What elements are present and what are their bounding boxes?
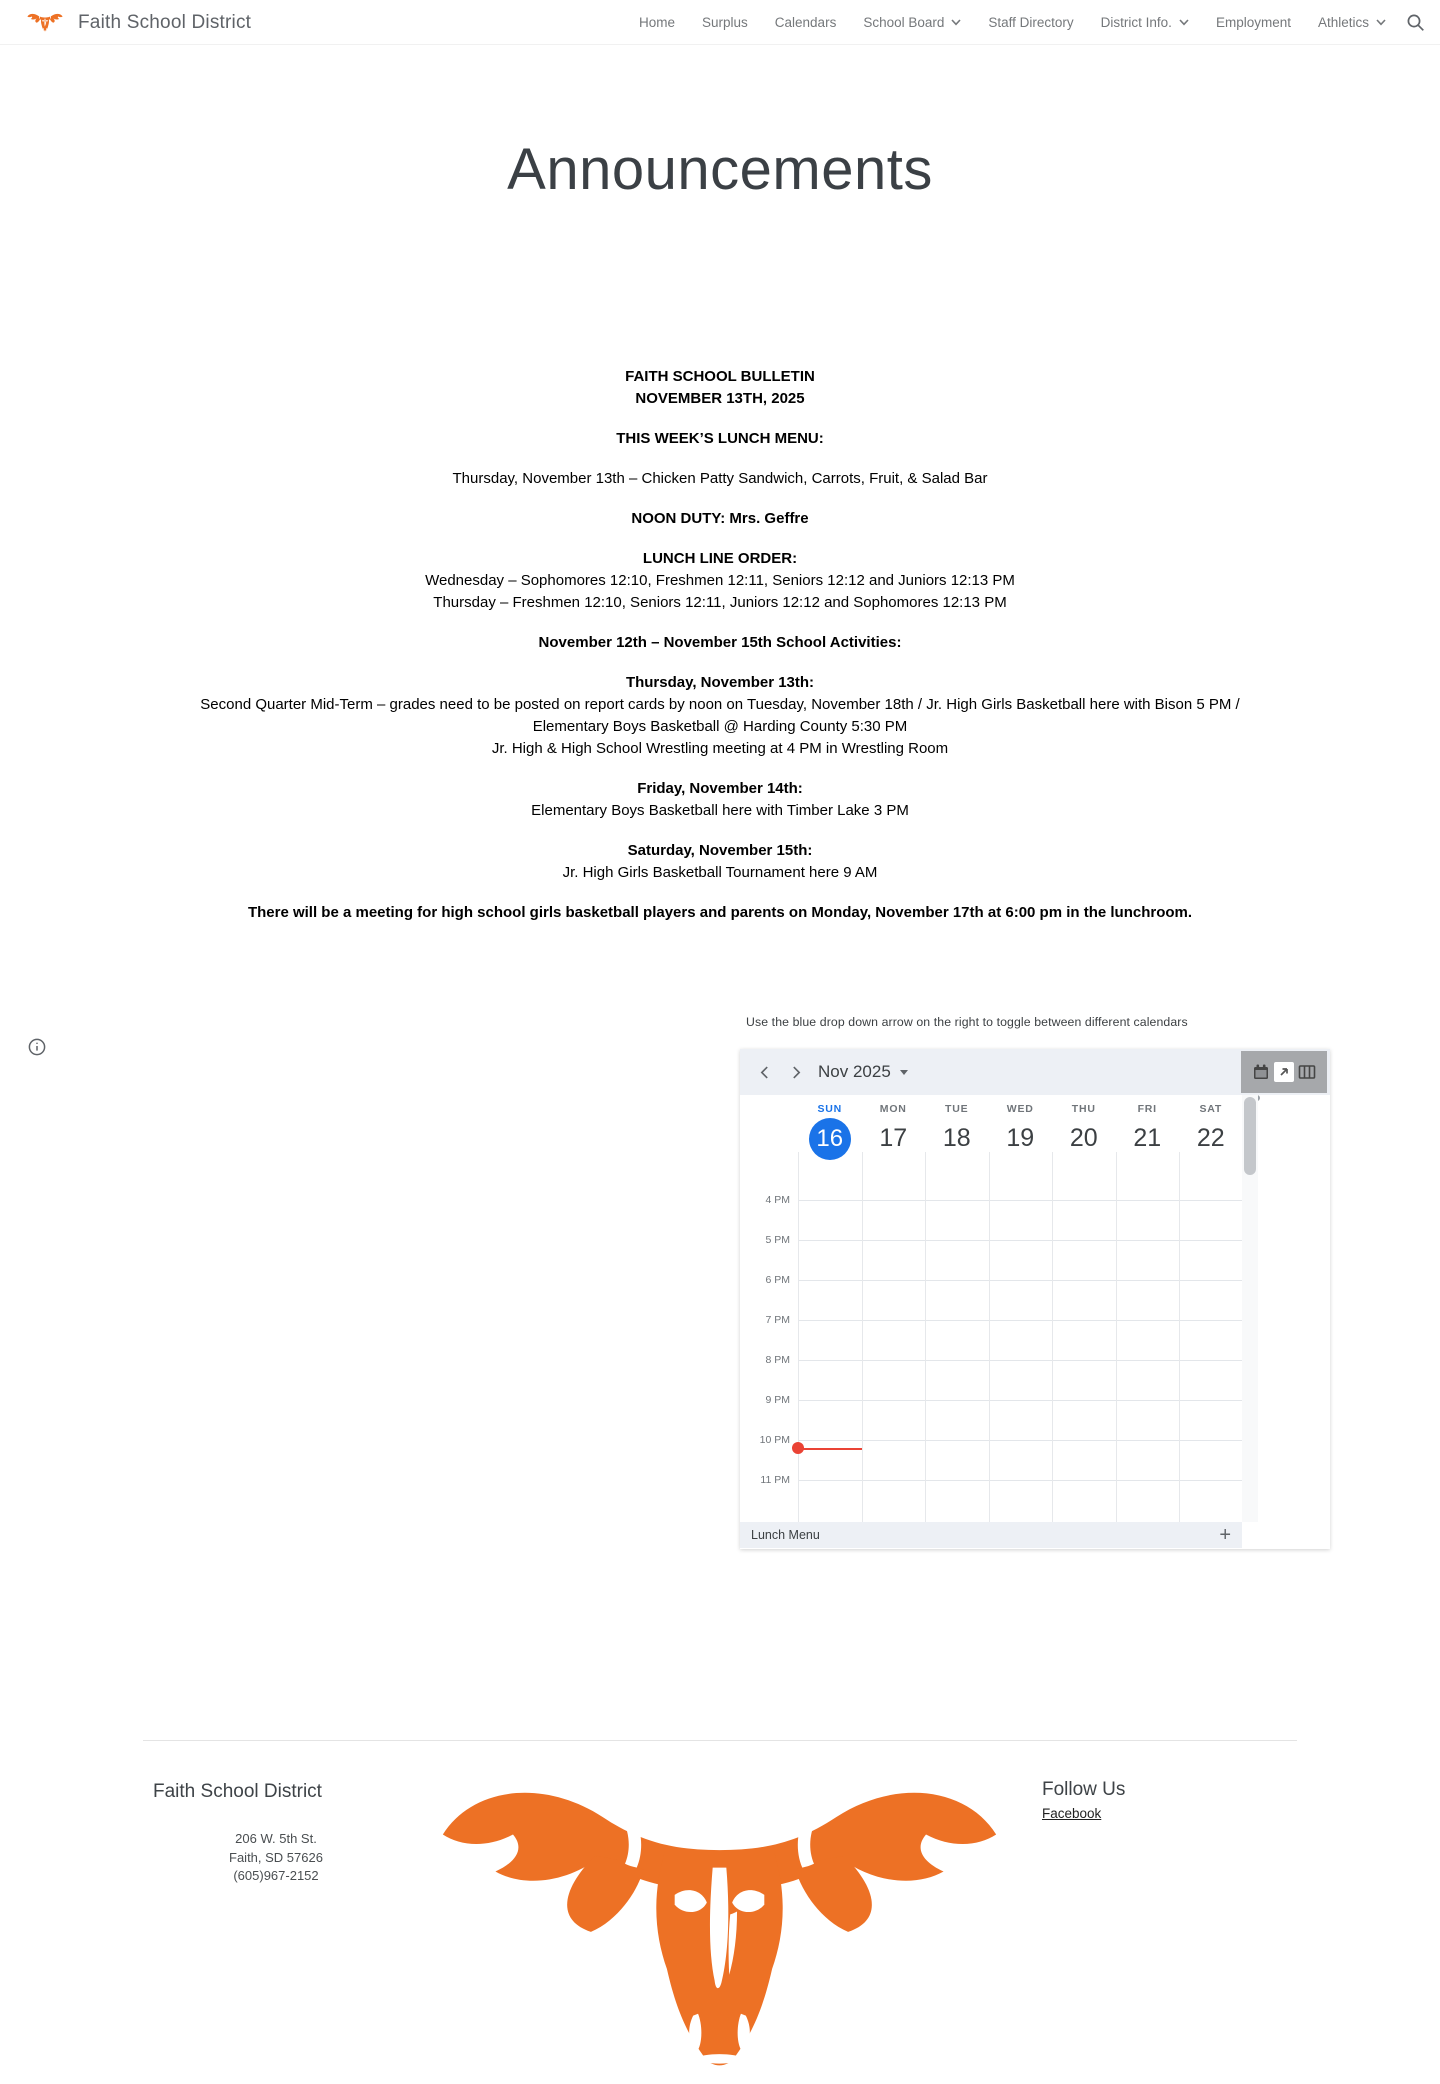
bulletin-paragraph: [110, 672, 1330, 760]
facebook-link[interactable]: Facebook: [1042, 1806, 1102, 1821]
nav-item-label: School Board: [863, 15, 945, 30]
day-number[interactable]: 17: [879, 1124, 908, 1152]
bulletin-line: Jr. High Girls Basketball Tournament here 9 AM: [562, 864, 878, 881]
bulletin-line: November 12th – November 15th School Activities:: [538, 634, 902, 651]
hour-line: [798, 1280, 1242, 1281]
site-header: [0, 0, 1440, 45]
nav-item-staff-directory[interactable]: [988, 15, 1073, 30]
grid-column-line: [989, 1172, 990, 1522]
nav-item-label: District Info.: [1100, 15, 1172, 30]
time-label: 9 PM: [765, 1394, 790, 1406]
main-nav: [639, 0, 1386, 45]
today-circle[interactable]: 16: [809, 1118, 851, 1160]
hour-line: [798, 1240, 1242, 1241]
footer-address-line: (605)967-2152: [233, 1868, 319, 1883]
hour-line: [798, 1320, 1242, 1321]
bulletin-paragraph: [110, 468, 1330, 490]
bulletin-line: Friday, November 14th:: [637, 780, 803, 797]
calendar-scrollbar-thumb[interactable]: [1244, 1097, 1256, 1175]
bulletin-text: [110, 366, 1330, 924]
calendar-month-label: Nov 2025: [818, 1062, 891, 1081]
page-title: Announcements: [507, 137, 933, 202]
nav-item-label: Employment: [1215, 15, 1291, 30]
hour-line: [798, 1480, 1242, 1481]
bulletin-line: LUNCH LINE ORDER:: [642, 550, 798, 567]
calendar-hint: Use the blue drop down arrow on the right to toggle between different calendars: [746, 1015, 1188, 1029]
bulletin-paragraph: [110, 778, 1330, 822]
nav-item-surplus[interactable]: [702, 15, 748, 30]
chevron-down-icon: [1179, 19, 1189, 26]
bulletin-paragraph: [110, 902, 1330, 924]
nav-item-label: Surplus: [702, 15, 748, 30]
day-name: THU: [1071, 1103, 1096, 1115]
open-in-new-icon[interactable]: [1273, 1061, 1295, 1083]
nav-item-athletics[interactable]: [1318, 15, 1386, 30]
info-icon[interactable]: [28, 1038, 46, 1056]
chevron-down-icon: [900, 1070, 908, 1075]
calendar-day-thu[interactable]: [1052, 1095, 1116, 1172]
longhorn-logo-icon: [27, 12, 63, 33]
calendar-day-sun[interactable]: [798, 1095, 862, 1172]
calendar-grid[interactable]: [740, 1172, 1242, 1522]
nav-item-home[interactable]: [639, 15, 675, 30]
time-label: 5 PM: [765, 1234, 790, 1246]
bulletin-paragraph: [110, 548, 1330, 614]
calendar-month-dropdown[interactable]: [818, 1049, 908, 1095]
day-number[interactable]: 22: [1196, 1124, 1225, 1152]
day-number[interactable]: [798, 1117, 862, 1159]
calendar-day-mon[interactable]: [862, 1095, 926, 1172]
bulletin-line: There will be a meeting for high school girls basketball players and parents on Monday, November 17th at 6:00 pm in the lunchroom.: [247, 904, 1193, 921]
calendar-day-tue[interactable]: [925, 1095, 989, 1172]
bulletin-line: Wednesday – Sophomores 12:10, Freshmen 12:11, Seniors 12:12 and Juniors 12:13 PM: [425, 572, 1015, 589]
hour-line: [798, 1360, 1242, 1361]
day-name: TUE: [945, 1103, 969, 1115]
footer-address-line: Faith, SD 57626: [229, 1849, 323, 1865]
bulletin-line: Second Quarter Mid-Term – grades need to be posted on report cards by noon on Tuesday, November 18th / Jr. High Girls Basketball here with Bison 5 PM /: [200, 696, 1240, 713]
calendar-icon[interactable]: [1251, 1062, 1271, 1082]
calendar-header-icons: [1241, 1051, 1327, 1093]
day-name: MON: [879, 1103, 907, 1115]
day-name: SUN: [817, 1103, 843, 1115]
day-number[interactable]: 21: [1133, 1124, 1162, 1152]
search-icon[interactable]: [1406, 13, 1425, 32]
nav-item-label: Home: [638, 15, 675, 30]
bulletin-line: NOVEMBER 13TH, 2025: [635, 390, 805, 407]
bulletin-line: Thursday, November 13th:: [625, 674, 815, 691]
day-name: FRI: [1137, 1103, 1157, 1115]
bulletin-line: THIS WEEK’S LUNCH MENU:: [616, 430, 824, 447]
day-number[interactable]: 20: [1069, 1124, 1098, 1152]
nav-item-school-board[interactable]: [863, 15, 961, 30]
footer-divider: [143, 1740, 1297, 1741]
bulletin-paragraph: [110, 508, 1330, 530]
calendar-day-wed[interactable]: [989, 1095, 1053, 1172]
nav-item-employment[interactable]: [1216, 15, 1291, 30]
calendar-add-icon[interactable]: +: [1219, 1524, 1231, 1546]
time-label: 4 PM: [765, 1194, 790, 1206]
grid-column-line: [798, 1172, 799, 1522]
nav-item-district-info[interactable]: [1101, 15, 1189, 30]
day-number[interactable]: 18: [942, 1124, 971, 1152]
bulletin-line: Saturday, November 15th:: [627, 842, 813, 859]
calendar-day-sat[interactable]: [1179, 1095, 1243, 1172]
bulletin-paragraph: [110, 840, 1330, 884]
grid-column-line: [1052, 1172, 1053, 1522]
calendar-next-button[interactable]: [784, 1060, 808, 1084]
bulletin-paragraph: [110, 428, 1330, 450]
bulletin-line: Thursday, November 13th – Chicken Patty Sandwich, Carrots, Fruit, & Salad Bar: [452, 470, 988, 487]
bulletin-paragraph: [110, 366, 1330, 410]
day-number[interactable]: 19: [1006, 1124, 1035, 1152]
calendar-prev-button[interactable]: [752, 1060, 776, 1084]
grid-column-line: [1179, 1172, 1180, 1522]
bulletin-line: Thursday – Freshmen 12:10, Seniors 12:11, Juniors 12:12 and Sophomores 12:13 PM: [433, 594, 1007, 611]
chevron-down-icon: [1376, 19, 1386, 26]
current-time-line: [798, 1448, 862, 1450]
week-column-divider: [925, 1152, 926, 1172]
nav-item-label: Calendars: [774, 15, 837, 30]
grid-view-icon[interactable]: [1297, 1062, 1317, 1082]
hour-line: [798, 1200, 1242, 1201]
calendar-widget: [740, 1049, 1330, 1549]
chevron-down-icon: [951, 19, 961, 26]
time-label: 8 PM: [765, 1354, 790, 1366]
grid-column-line: [1116, 1172, 1117, 1522]
week-column-divider: [862, 1152, 863, 1172]
time-label: 11 PM: [760, 1474, 790, 1486]
calendar-toolbar: [740, 1522, 1242, 1548]
hour-line: [798, 1440, 1242, 1441]
time-label: 10 PM: [759, 1434, 790, 1446]
calendar-scrollbar[interactable]: [1242, 1095, 1258, 1522]
hour-line: [798, 1400, 1242, 1401]
current-time-dot: [792, 1442, 804, 1454]
day-name: WED: [1006, 1103, 1034, 1115]
nav-item-calendars[interactable]: [775, 15, 837, 30]
week-column-divider: [798, 1152, 799, 1172]
calendar-day-fri[interactable]: [1116, 1095, 1180, 1172]
time-label: 6 PM: [765, 1274, 790, 1286]
follow-us-heading: Follow Us: [1042, 1779, 1126, 1800]
week-column-divider: [1052, 1152, 1053, 1172]
brand[interactable]: [27, 0, 251, 45]
bulletin-line: FAITH SCHOOL BULLETIN: [625, 368, 815, 385]
time-label: 7 PM: [765, 1314, 790, 1326]
calendar-tab-lunch-menu[interactable]: Lunch Menu: [751, 1528, 820, 1542]
footer-address-line: 206 W. 5th St.: [235, 1831, 317, 1846]
week-column-divider: [1179, 1152, 1180, 1172]
week-column-divider: [989, 1152, 990, 1172]
footer-address: [186, 1830, 366, 1886]
bulletin-line: Jr. High & High School Wrestling meeting at 4 PM in Wrestling Room: [491, 740, 949, 757]
bulletin-line: NOON DUTY: Mrs. Geffre: [631, 510, 809, 527]
longhorn-logo: [437, 1772, 1002, 2084]
nav-item-label: Athletics: [1317, 15, 1369, 30]
site-title: Faith School District: [78, 11, 252, 33]
grid-column-line: [925, 1172, 926, 1522]
day-name: SAT: [1199, 1103, 1223, 1115]
week-column-divider: [1116, 1152, 1117, 1172]
grid-column-line: [862, 1172, 863, 1522]
bulletin-line: Elementary Boys Basketball here with Timber Lake 3 PM: [531, 802, 909, 819]
calendar-header: [740, 1049, 1330, 1095]
bulletin-line: Elementary Boys Basketball @ Harding County 5:30 PM: [532, 718, 908, 735]
calendar-week-header: [740, 1095, 1242, 1172]
footer-district-name: Faith School District: [153, 1781, 322, 1802]
bulletin-paragraph: [110, 632, 1330, 654]
nav-item-label: Staff Directory: [988, 15, 1074, 30]
